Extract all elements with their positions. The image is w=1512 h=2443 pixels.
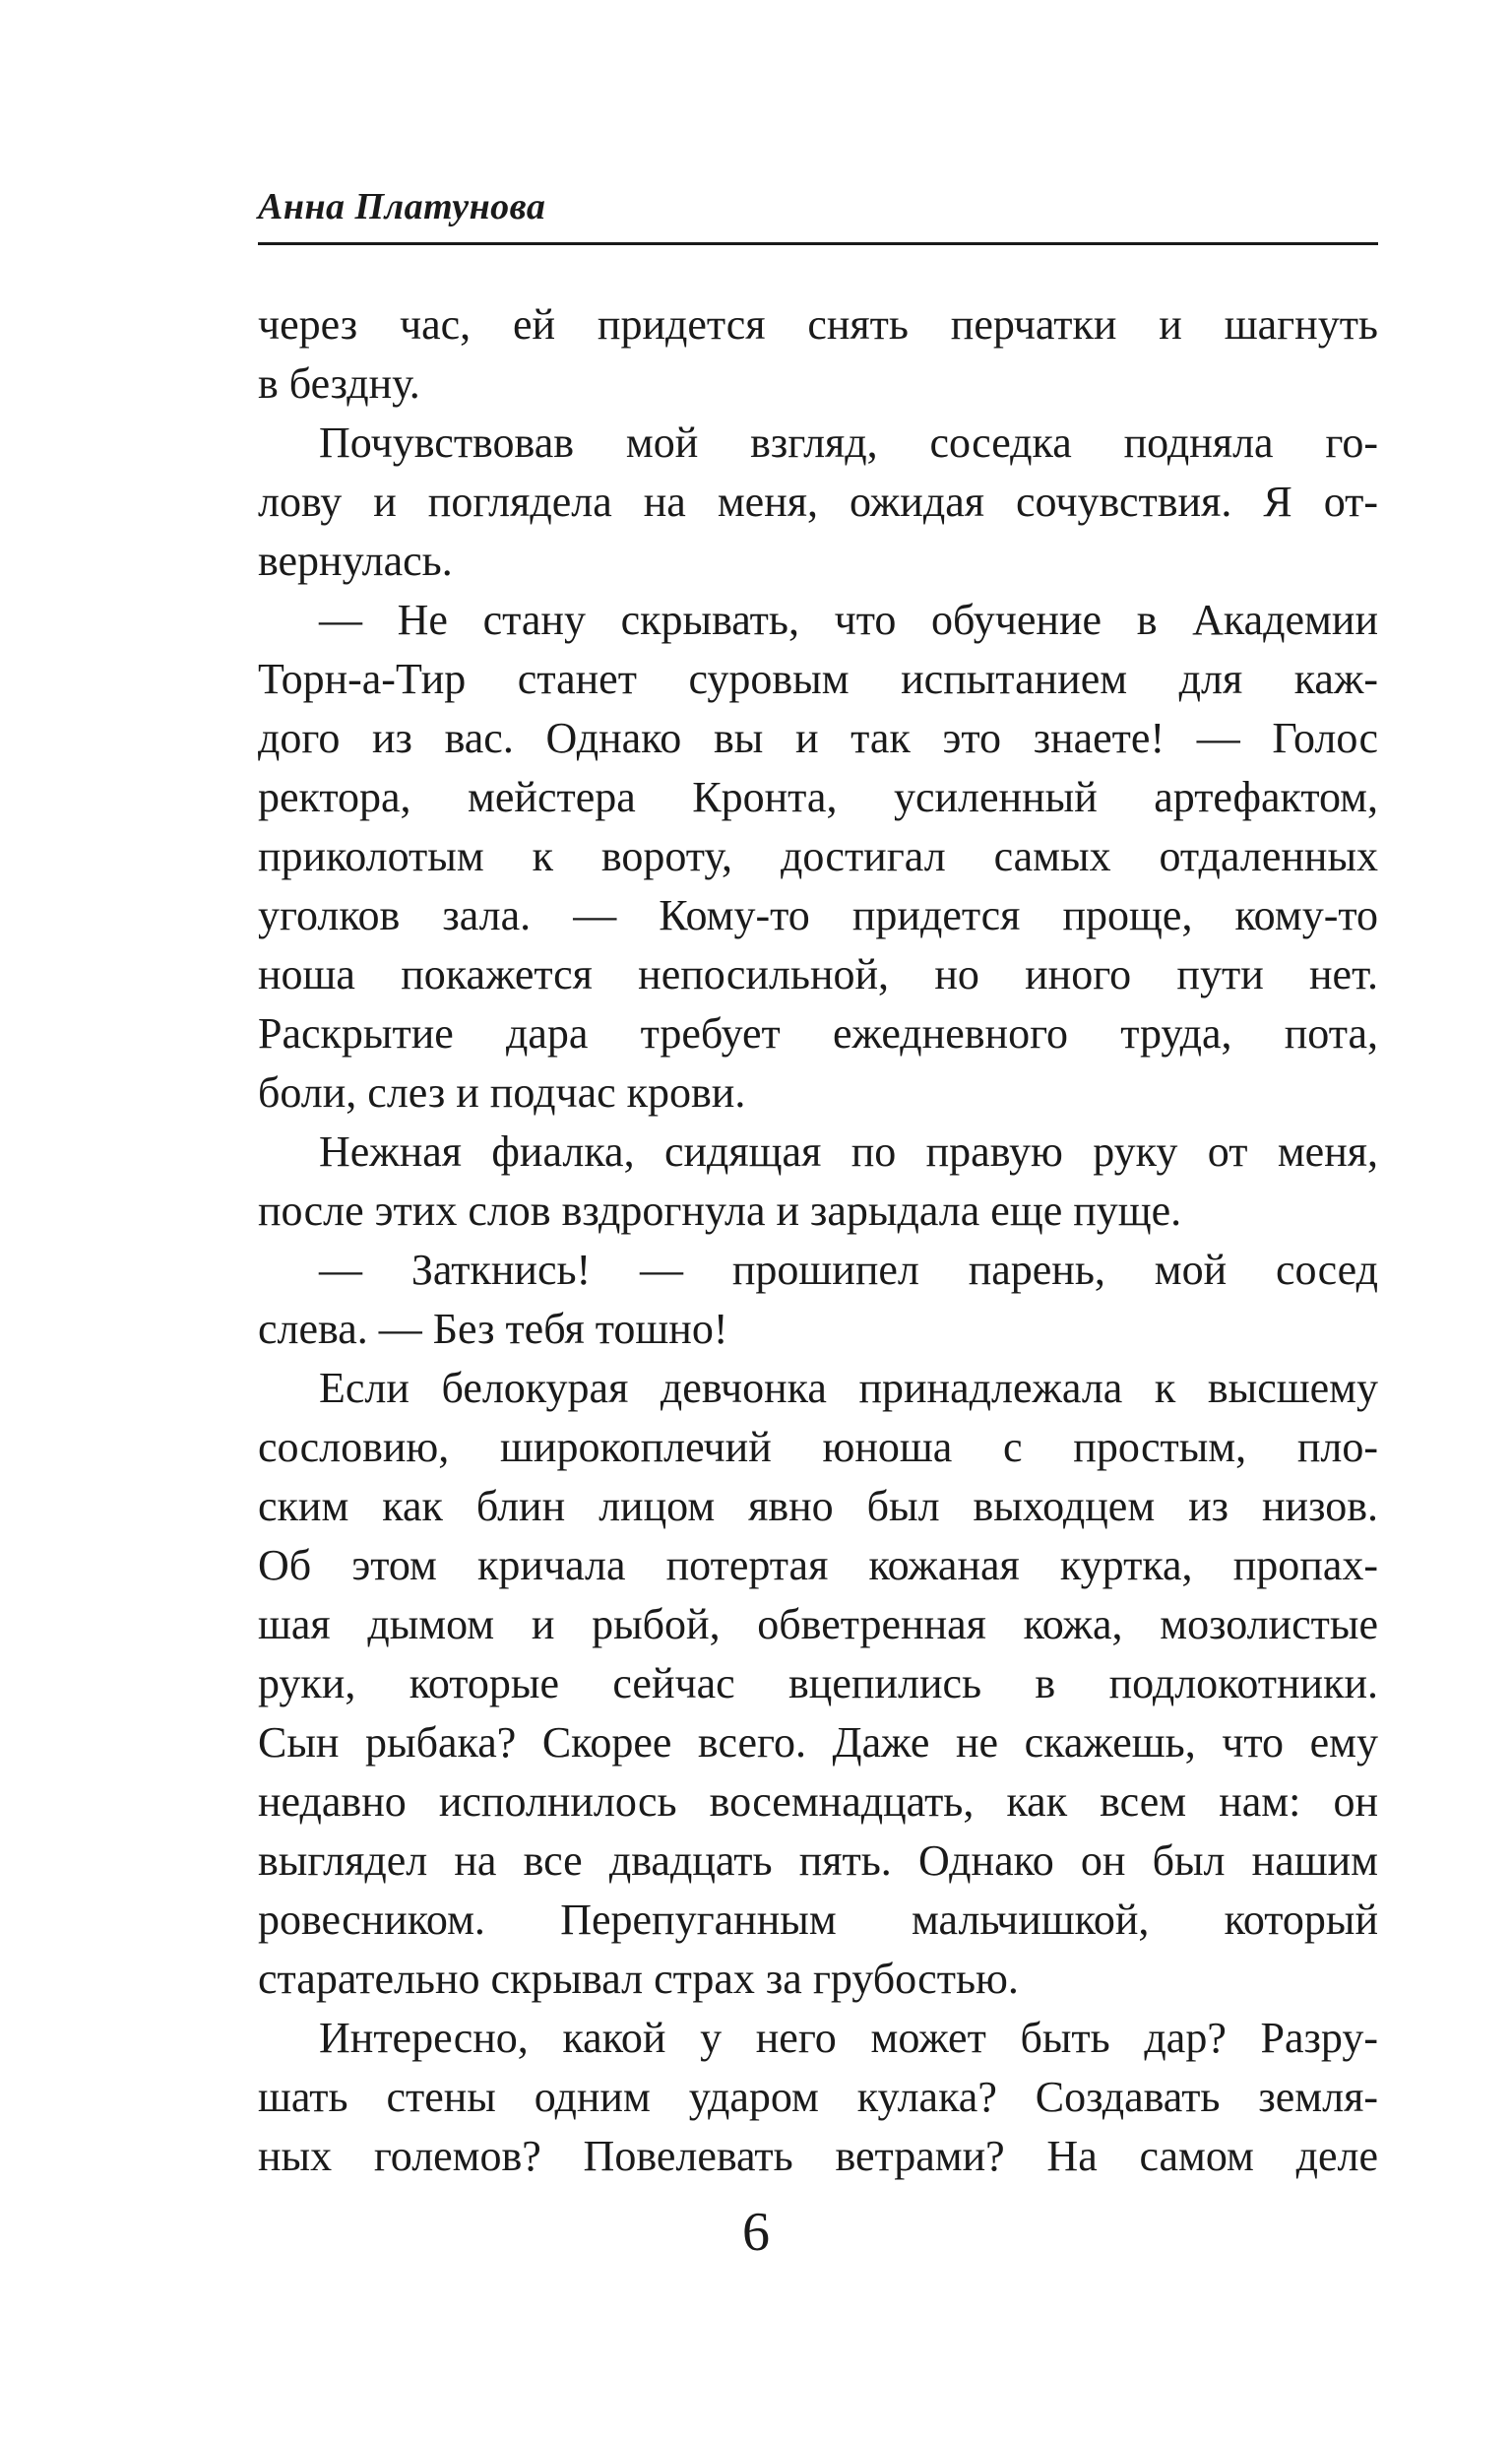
paragraph-line: ректора, мейстера Кронта, усиленный артефактом,: [258, 773, 1378, 821]
paragraph-line: дого из вас. Однако вы и так это знаете! — Голос: [258, 714, 1378, 762]
paragraph-line: Сын рыбака? Скорее всего. Даже не скажешь, что ему: [258, 1718, 1378, 1767]
paragraph-line: ровесником. Перепуганным мальчишкой, который: [258, 1896, 1378, 1944]
paragraph-line: Торн-а-Тир станет суровым испытанием для каж-: [258, 655, 1378, 703]
body-text: [258, 295, 1378, 2186]
paragraph-line: Нежная фиалка, сидящая по правую руку от меня,: [319, 1127, 1378, 1176]
paragraph-line: боли, слез и подчас крови.: [258, 1068, 746, 1117]
paragraph-line: выглядел на все двадцать пять. Однако он был нашим: [258, 1836, 1378, 1885]
paragraph-line: Об этом кричала потертая кожаная куртка, пропах-: [258, 1541, 1378, 1589]
paragraph-line: ским как блин лицом явно был выходцем из низов.: [258, 1482, 1378, 1530]
paragraph-line: руки, которые сейчас вцепились в подлокотники.: [258, 1659, 1378, 1707]
paragraph-line: Если белокурая девчонка принадлежала к высшему: [319, 1364, 1378, 1412]
paragraph-line: сословию, широкоплечий юноша с простым, пло-: [258, 1423, 1378, 1471]
paragraph-line: слева. — Без тебя тошно!: [258, 1305, 728, 1353]
paragraph-line: ных големов? Повелевать ветрами? На самом деле: [258, 2132, 1378, 2180]
paragraph-line: шая дымом и рыбой, обветренная кожа, мозолистые: [258, 1600, 1378, 1648]
paragraph-line: после этих слов вздрогнула и зарыдала еще пуще.: [258, 1187, 1182, 1235]
paragraph-line: Почувствовав мой взгляд, соседка подняла го-: [319, 418, 1378, 467]
paragraph-line: шать стены одним ударом кулака? Создавать земля-: [258, 2073, 1378, 2121]
paragraph-line: старательно скрывал страх за грубостью.: [258, 1955, 1019, 2003]
paragraph-line: Раскрытие дара требует ежедневного труда, пота,: [258, 1009, 1378, 1058]
page-number: 6: [742, 2202, 770, 2263]
paragraph-line: — Заткнись! — прошипел парень, мой сосед: [319, 1246, 1378, 1294]
paragraph-line: в бездну.: [258, 359, 420, 408]
header-rule: [258, 242, 1378, 245]
paragraph-line: через час, ей придется снять перчатки и шагнуть: [258, 300, 1378, 349]
paragraph-line: вернулась.: [258, 537, 453, 585]
paragraph-line: уголков зала. — Кому-то придется проще, кому-то: [258, 891, 1378, 939]
paragraph-line: — Не стану скрывать, что обучение в Академии: [319, 596, 1378, 644]
running-header-author: Анна Платунова: [258, 186, 546, 227]
paragraph-line: недавно исполнилось восемнадцать, как всем нам: он: [258, 1777, 1378, 1826]
paragraph-line: Интересно, какой у него может быть дар? Разру-: [319, 2014, 1378, 2062]
paragraph-line: ноша покажется непосильной, но иного пути нет.: [258, 950, 1378, 998]
paragraph-line: лову и поглядела на меня, ожидая сочувствия. Я от-: [258, 478, 1378, 526]
paragraph-line: приколотым к вороту, достигал самых отдаленных: [258, 832, 1378, 880]
